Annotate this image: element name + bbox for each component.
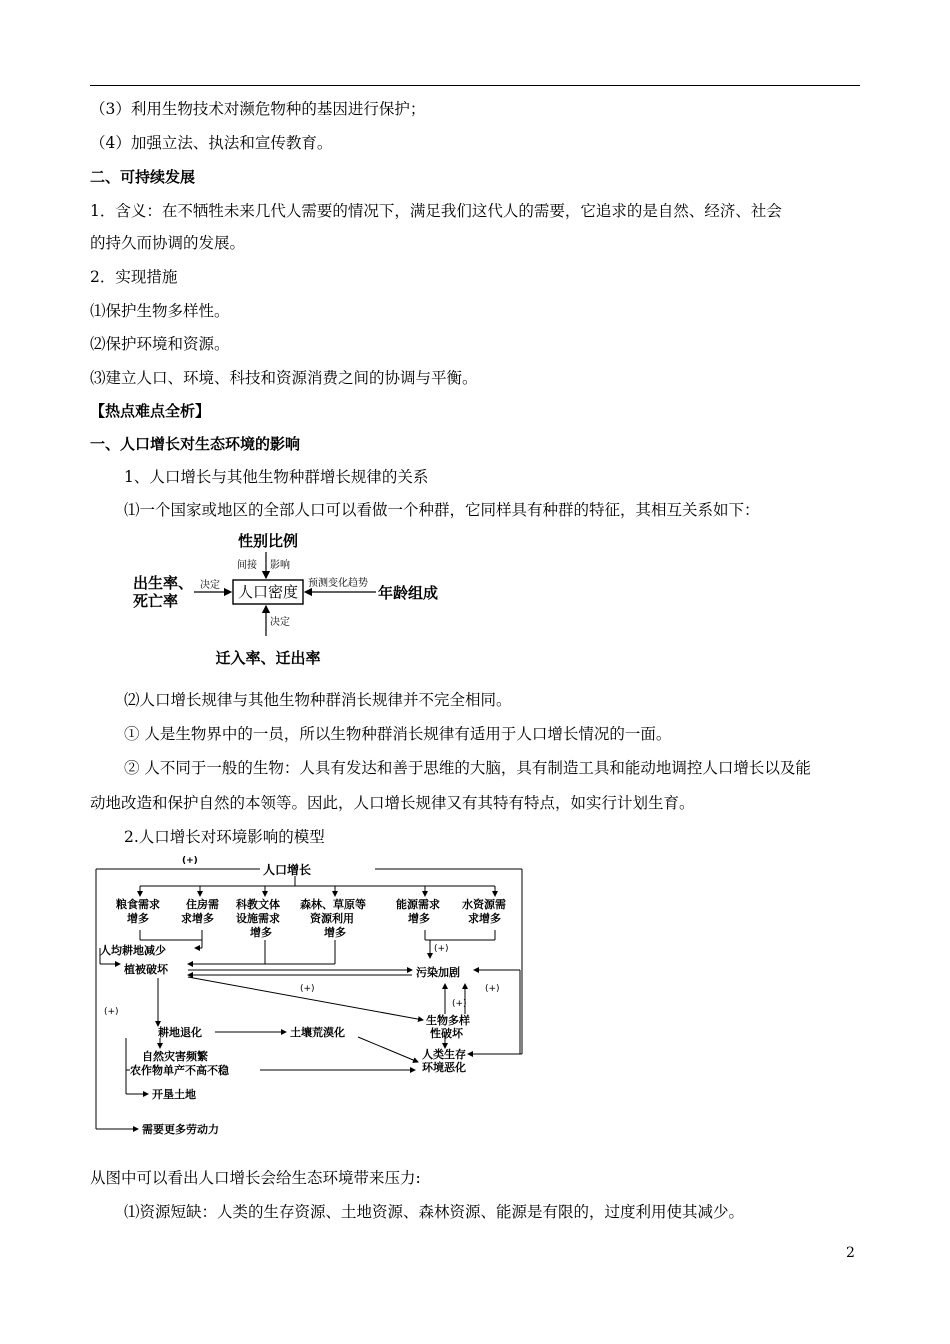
need-education-2: 设施需求: [236, 912, 280, 925]
desert-label: 土壤荒漠化: [290, 1026, 345, 1039]
crops-label: 农作物单产不高不稳: [130, 1064, 229, 1077]
influence-label: 影响: [270, 560, 290, 571]
need-education: 科教文体: [236, 898, 280, 911]
plus-label: (+): [485, 984, 500, 994]
text-line: ⑶建立人口、环境、科技和资源消费之间的协调与平衡。: [90, 369, 478, 387]
biodiversity-label: 生物多样: [426, 1014, 470, 1027]
vegetation-label: 植被破坏: [124, 963, 168, 976]
sex-ratio-label: 性别比例: [237, 532, 299, 550]
population-density-diagram: [130, 528, 460, 670]
section-heading: 【热点难点全析】: [90, 402, 211, 420]
indirect-label: 间接: [237, 560, 257, 571]
reclaim-label: 开垦土地: [152, 1088, 196, 1101]
plus-label: (+): [434, 944, 449, 954]
birth-rate-label: 出生率、: [133, 574, 194, 592]
pollution-label: 污染加剧: [416, 966, 460, 979]
text-line: 1、人口增长与其他生物种群增长规律的关系: [124, 468, 429, 486]
text-line: ② 人不同于一般的生物：人具有发达和善于思维的大脑，具有制造工具和能动地调控人口增长以及能: [124, 759, 811, 777]
page-number: 2: [846, 1245, 855, 1261]
human-env-label: 人类生存: [422, 1048, 466, 1061]
degradation-label: 耕地退化: [158, 1026, 202, 1039]
plus-label: (+): [104, 1007, 119, 1017]
death-rate-label: 死亡率: [133, 592, 179, 610]
need-resources: 森林、草原等: [300, 898, 366, 911]
need-housing: 住房需: [186, 898, 219, 911]
need-water-2: 求增多: [468, 912, 501, 925]
text-line: ⑵人口增长规律与其他生物种群消长规律并不完全相同。: [124, 691, 512, 709]
text-line: 的持久而协调的发展。: [90, 234, 246, 252]
section-heading: 二、可持续发展: [90, 168, 196, 186]
header-rule: [90, 85, 860, 86]
text-line: ⑵保护环境和资源。: [90, 335, 230, 353]
population-growth-label: 人口增长: [263, 863, 312, 877]
migration-label: 迁入率、迁出率: [215, 649, 321, 667]
farmland-label: 人均耕地减少: [100, 944, 166, 957]
text-line: ⑴资源短缺：人类的生存资源、土地资源、森林资源、能源是有限的，过度利用使其减少。: [124, 1203, 745, 1221]
predict-label: 预测变化趋势: [308, 578, 368, 589]
text-line: ⑴保护生物多样性。: [90, 302, 230, 320]
labor-label: 需要更多劳动力: [142, 1123, 219, 1136]
text-line: ① 人是生物界中的一员，所以生物种群消长规律有适用于人口增长情况的一面。: [124, 725, 672, 743]
disaster-label: 自然灾害频繁: [142, 1050, 208, 1063]
plus-label: (+): [452, 999, 467, 1009]
population-environment-model: [90, 852, 530, 1142]
need-food-2: 增多: [127, 912, 149, 925]
biodiversity-label-2: 性破坏: [430, 1027, 463, 1040]
need-food: 粮食需求: [116, 898, 160, 911]
left-determine-label: 决定: [200, 580, 220, 591]
text-line: 动地改造和保护自然的本领等。因此，人口增长规律又有其特有特点，如实行计划生育。: [90, 794, 695, 812]
need-energy-2: 增多: [408, 912, 430, 925]
plus-top-label: (+): [182, 856, 198, 866]
text-line: 从图中可以看出人口增长会给生态环境带来压力:: [90, 1169, 421, 1187]
text-line: ⑴一个国家或地区的全部人口可以看做一个种群，它同样具有种群的特征，其相互关系如下：: [124, 501, 760, 519]
plus-label: (+): [300, 984, 315, 994]
text-line: 1．含义：在不牺牲未来几代人需要的情况下，满足我们这代人的需要，它追求的是自然、经济、社会: [90, 202, 782, 220]
bottom-determine-label: 决定: [270, 617, 290, 628]
need-resources-3: 增多: [324, 926, 346, 939]
human-env-label-2: 环境恶化: [422, 1061, 466, 1074]
need-housing-2: 求增多: [181, 912, 214, 925]
density-label: 人口密度: [237, 583, 299, 601]
need-water: 水资源需: [462, 898, 506, 911]
section-heading: 一、人口增长对生态环境的影响: [90, 435, 301, 453]
text-line: （4）加强立法、执法和宣传教育。: [90, 134, 333, 152]
text-line: 2．实现措施: [90, 268, 178, 286]
need-energy: 能源需求: [396, 898, 440, 911]
text-line: （3）利用生物技术对濒危物种的基因进行保护；: [90, 100, 426, 118]
need-resources-2: 资源利用: [310, 912, 354, 925]
age-structure-label: 年龄组成: [378, 584, 439, 602]
need-education-3: 增多: [250, 926, 272, 939]
text-line: 2.人口增长对环境影响的模型: [124, 828, 325, 846]
